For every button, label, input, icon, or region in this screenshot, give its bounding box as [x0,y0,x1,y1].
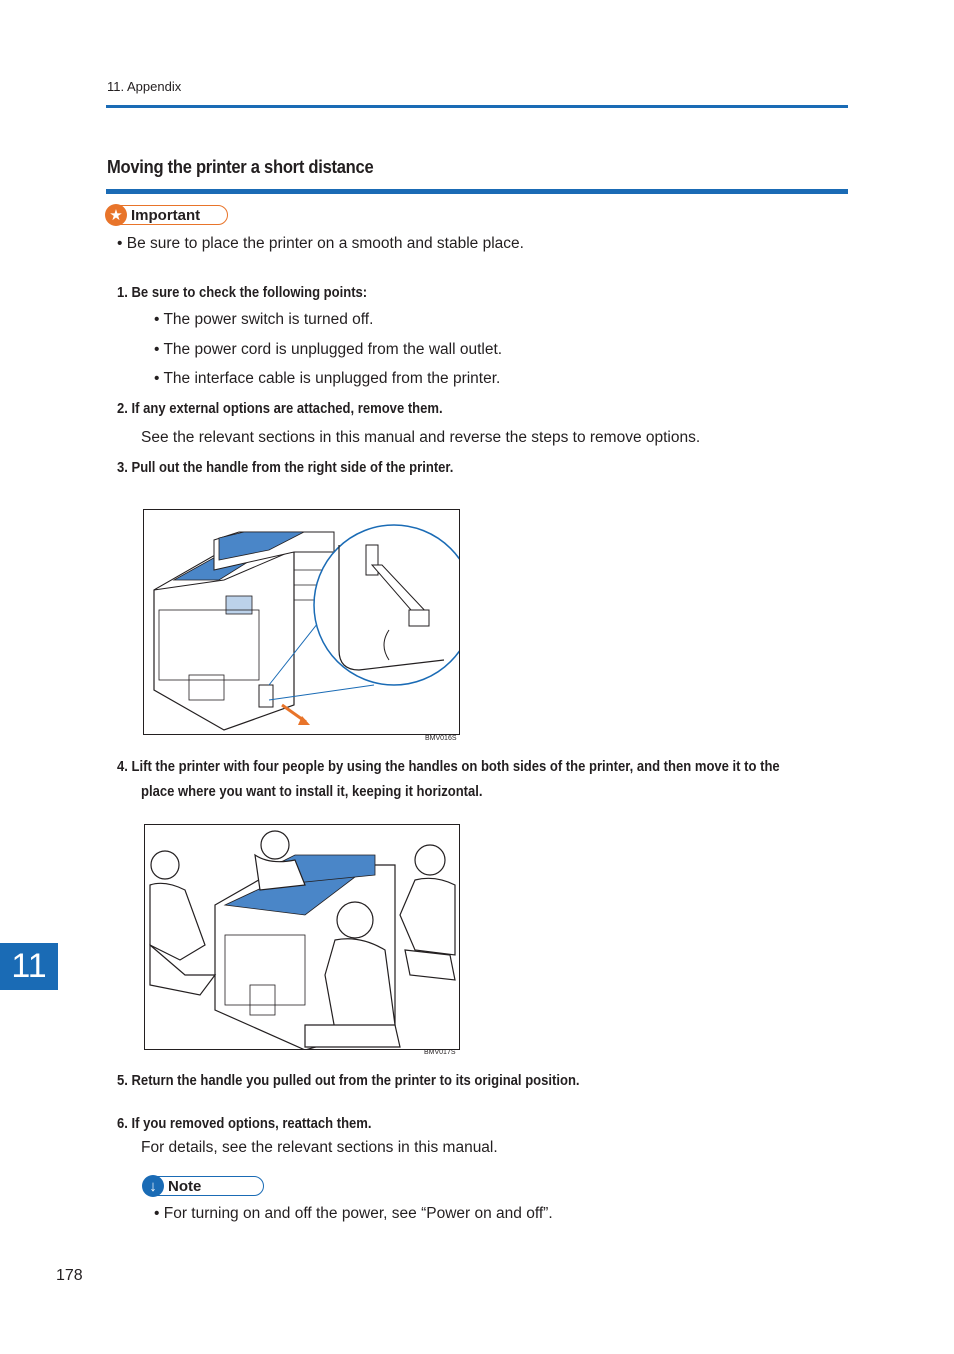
figure-code: BMV016S [425,735,457,742]
section-title: Moving the printer a short distance [107,157,374,177]
printer-handle-illustration [144,510,460,735]
header-rule [106,105,848,108]
important-item: • Be sure to place the printer on a smooth and stable place. [117,235,524,252]
note-item: • For turning on and off the power, see “Power on and off”. [154,1205,553,1222]
step-1-bullet: • The power switch is turned off. [154,311,374,328]
arrow-down-icon: ↓ [142,1175,164,1197]
step-2-detail: See the relevant sections in this manual and reverse the steps to remove options. [141,429,701,446]
step-6: 6. If you removed options, reattach them. [117,1116,372,1132]
four-people-lifting-illustration [145,825,460,1050]
page-number: 178 [56,1267,83,1284]
figure-lift-printer [144,824,460,1050]
note-badge [143,1176,264,1196]
step-4-continued: place where you want to install it, keeping it horizontal. [141,784,483,800]
step-4: 4. Lift the printer with four people by using the handles on both sides of the printer, and then move it to the [117,759,780,775]
section-rule [106,189,848,194]
running-head: 11. Appendix [107,79,182,94]
step-5: 5. Return the handle you pulled out from the printer to its original position. [117,1073,580,1089]
important-label: Important [131,206,201,224]
step-2: 2. If any external options are attached, remove them. [117,401,443,417]
figure-pull-handle [143,509,460,735]
star-icon: ★ [105,204,127,226]
chapter-tab: 11 [0,943,58,990]
important-badge [106,205,228,225]
figure-code: BMV017S [424,1049,456,1056]
note-label: Note [168,1177,202,1195]
step-1-bullet: • The interface cable is unplugged from the printer. [154,370,501,387]
step-3: 3. Pull out the handle from the right side of the printer. [117,460,454,476]
step-6-detail: For details, see the relevant sections in this manual. [141,1139,498,1156]
step-1: 1. Be sure to check the following points: [117,285,368,301]
step-1-bullet: • The power cord is unplugged from the wall outlet. [154,341,503,358]
